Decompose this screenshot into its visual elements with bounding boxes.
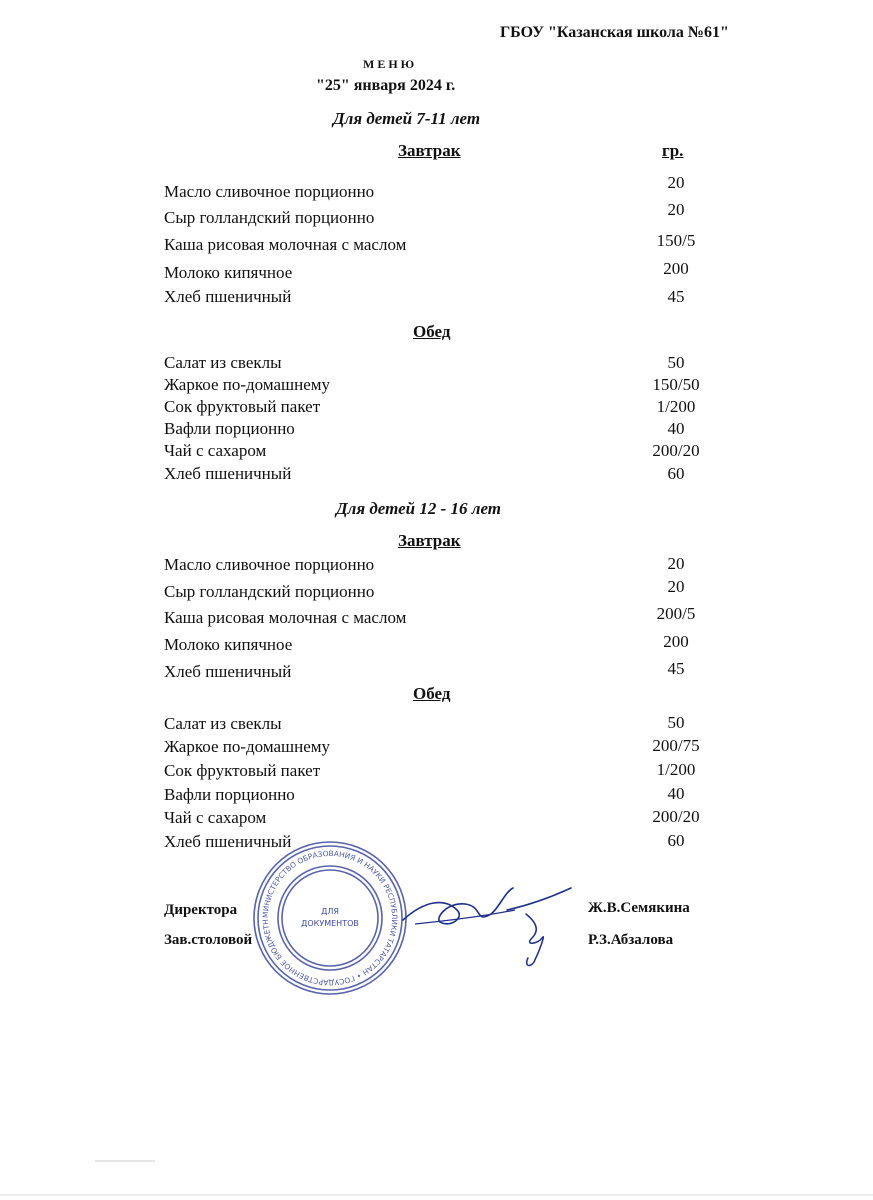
menu-item-qty: 1/200 [656, 760, 696, 779]
menu-item-qty: 40 [667, 784, 685, 803]
menu-item: Молоко кипячное [164, 635, 293, 654]
menu-item-qty: 45 [667, 659, 685, 678]
meal-title: Завтрак [398, 531, 461, 550]
menu-title: МЕНЮ [363, 57, 418, 71]
signature-role: Зав.столовой [164, 932, 253, 948]
menu-item-qty: 200/20 [652, 807, 700, 826]
menu-item: Вафли порционно [164, 419, 295, 438]
menu-item-qty: 60 [667, 831, 685, 850]
signature-name: Ж.В.Семякина [588, 900, 690, 916]
menu-item: Масло сливочное порционно [164, 555, 375, 574]
meal-title: Завтрак [398, 141, 461, 160]
menu-item: Салат из свеклы [164, 353, 282, 372]
menu-item-qty: 200/20 [652, 441, 700, 460]
menu-item: Каша рисовая молочная с маслом [164, 235, 407, 254]
menu-item-qty: 1/200 [656, 397, 696, 416]
menu-item-qty: 20 [667, 554, 685, 573]
menu-item: Масло сливочное порционно [164, 182, 375, 201]
menu-item: Молоко кипячное [164, 263, 293, 282]
menu-item-qty: 50 [667, 353, 685, 372]
menu-item: Салат из свеклы [164, 714, 282, 733]
menu-item: Сок фруктовый пакет [164, 397, 321, 416]
scan-artifact [95, 1160, 155, 1162]
menu-item: Хлеб пшеничный [164, 464, 292, 483]
menu-item-qty: 40 [667, 419, 685, 438]
stamp-center-text: ДОКУМЕНТОВ [301, 919, 359, 928]
age-group-title: Для детей 7-11 лет [333, 109, 481, 128]
stamp-center-text: ДЛЯ [321, 907, 339, 916]
menu-item-qty: 20 [667, 200, 685, 219]
menu-item: Чай с сахаром [164, 808, 267, 827]
menu-item: Сок фруктовый пакет [164, 761, 321, 780]
signature-name: Р.З.Абзалова [588, 932, 674, 948]
menu-item-qty: 50 [667, 713, 685, 732]
menu-date: "25" января 2024 г. [316, 77, 456, 94]
stamp-ring-text: МИНИСТЕРСТВО ОБРАЗОВАНИЯ И НАУКИ РЕСПУБЛИКИ ТАТАРСТАН • ГОСУДАРСТВЕННОЕ БЮДЖЕТН [260, 848, 400, 988]
menu-item: Сыр голландский порционно [164, 208, 375, 227]
meal-title: Обед [413, 322, 451, 341]
scan-edge [0, 1194, 873, 1196]
school-name: ГБОУ "Казанская школа №61" [500, 24, 729, 41]
menu-item: Жаркое по-домашнему [164, 737, 331, 756]
age-group-title: Для детей 12 - 16 лет [336, 499, 502, 518]
meal-title: Обед [413, 684, 451, 703]
menu-item-qty: 200/75 [652, 736, 700, 755]
menu-item-qty: 45 [667, 287, 685, 306]
canteen-signature [518, 910, 558, 975]
menu-item: Сыр голландский порционно [164, 582, 375, 601]
menu-item: Хлеб пшеничный [164, 662, 292, 681]
official-stamp [250, 838, 410, 1003]
menu-item: Хлеб пшеничный [164, 832, 292, 851]
unit-label: гр. [662, 141, 684, 160]
menu-item: Жаркое по-домашнему [164, 375, 331, 394]
menu-item: Чай с сахаром [164, 441, 267, 460]
menu-item: Вафли порционно [164, 785, 295, 804]
menu-item: Хлеб пшеничный [164, 287, 292, 306]
menu-item-qty: 20 [667, 577, 685, 596]
menu-item-qty: 150/50 [652, 375, 700, 394]
menu-item-qty: 200 [663, 259, 689, 278]
menu-item-qty: 60 [667, 464, 685, 483]
menu-item-qty: 150/5 [656, 231, 696, 250]
signature-role: Директора [164, 902, 238, 918]
menu-item-qty: 200/5 [656, 604, 696, 623]
menu-item: Каша рисовая молочная с маслом [164, 608, 407, 627]
menu-item-qty: 20 [667, 173, 685, 192]
menu-item-qty: 200 [663, 632, 689, 651]
